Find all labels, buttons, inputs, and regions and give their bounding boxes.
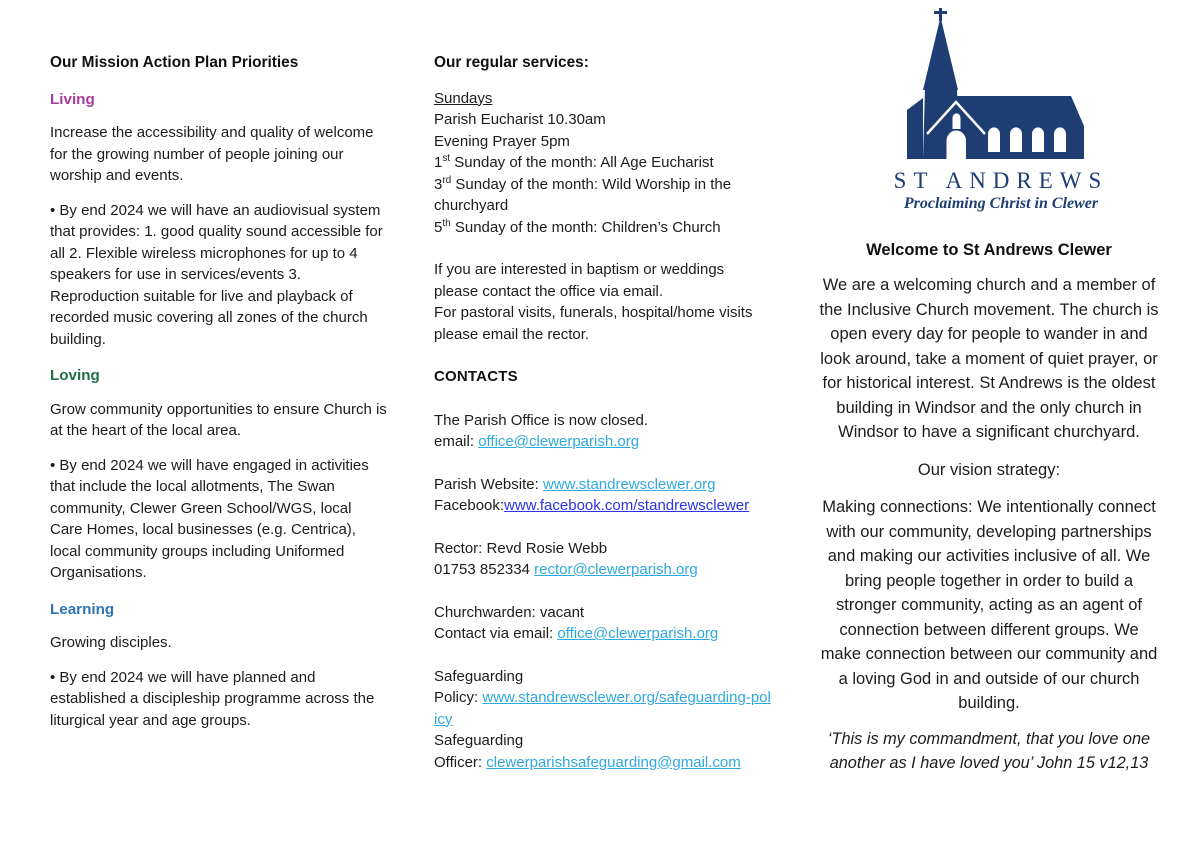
- vision-label: Our vision strategy:: [917, 460, 1061, 479]
- rector-contact-line: [434, 559, 772, 581]
- parish-website-link[interactable]: www.standrewsclewer.org: [542, 475, 716, 493]
- safeguarding-policy-word: Safeguarding: [434, 667, 524, 685]
- service-item: [434, 152, 772, 174]
- service-text: Sunday of the month: All Age Eucharist: [450, 154, 714, 171]
- office-email-link[interactable]: office@clewerparish.org: [478, 433, 640, 450]
- service-ordinal: 1: [434, 154, 443, 171]
- mission-title: Our Mission Action Plan Priorities: [50, 54, 299, 71]
- pastoral-info-line: For pastoral visits, funerals, hospital/home visits please email the rector.: [434, 304, 753, 343]
- contacts-title: CONTACTS: [434, 368, 518, 385]
- church-icon: [899, 8, 1103, 160]
- website-line: [434, 474, 772, 496]
- safeguarding-officer-line: [434, 752, 772, 774]
- vision-paragraph: Making connections: We intentionally connect with our community, developing partnerships and making our activities inclusive of all. We bring people together in order to build a stronger community, acting as an agent of connection between different groups. We make connection between our community and a loving God in and outside of our church building.: [820, 498, 1158, 712]
- baptism-info-line: If you are interested in baptism or weddings please contact the office via email.: [434, 261, 725, 300]
- service-item: [434, 131, 772, 153]
- service-text: Evening Prayer 5pm: [434, 132, 570, 150]
- learning-bullet-paragraph: • By end 2024 we will have planned and established a discipleship programme across the liturgical year and age groups.: [50, 668, 375, 729]
- office-status-line: The Parish Office is now closed.: [434, 411, 648, 429]
- safeguarding-officer-email-link[interactable]: clewerparishsafeguarding@gmail.com: [486, 753, 741, 771]
- safeguarding-policy-line: [434, 687, 772, 730]
- policy-label: Policy:: [434, 689, 483, 706]
- contact-via-email-link[interactable]: office@clewerparish.org: [557, 625, 719, 642]
- service-text: Sunday of the month: Children’s Church: [450, 218, 721, 236]
- services-column: [434, 52, 772, 773]
- churchwarden-line: Churchwarden: vacant: [434, 603, 585, 621]
- logo-tagline: Proclaiming Christ in Clewer: [903, 195, 1099, 212]
- welcome-column: [818, 8, 1160, 776]
- service-item: [434, 174, 772, 217]
- st-andrews-logo: [894, 8, 1109, 213]
- rector-name-line: Rector: Revd Rosie Webb: [434, 539, 608, 557]
- section-heading-loving: Loving: [50, 367, 100, 384]
- office-email-line: [434, 431, 772, 453]
- email-label: email:: [434, 433, 479, 450]
- facebook-line: [434, 495, 772, 517]
- learning-paragraph: Growing disciples.: [50, 634, 172, 651]
- services-title: Our regular services:: [434, 54, 589, 71]
- service-ordinal-suffix: rd: [442, 174, 452, 186]
- facebook-link[interactable]: www.facebook.com/standrewsclewer: [504, 497, 750, 514]
- logo-name: ST ANDREWS: [893, 168, 1109, 193]
- service-text: Parish Eucharist 10.30am: [434, 111, 606, 128]
- service-ordinal: 5: [434, 218, 443, 236]
- service-item: [434, 109, 772, 131]
- rector-email-link[interactable]: rector@clewerparish.org: [534, 561, 698, 578]
- officer-label: Officer:: [434, 753, 487, 771]
- loving-bullet-paragraph: • By end 2024 we will have engaged in activities that include the local allotments, The Swan community, Clewer Green School/WGS, local Care Homes, local businesses (e.g. Centrica), local community groups including Uniformed Organisations.: [50, 456, 369, 581]
- contact-via-label: Contact via email:: [434, 625, 558, 642]
- living-paragraph: Increase the accessibility and quality of welcome for the growing number of people joining our worship and events.: [50, 124, 374, 184]
- mission-column: [50, 52, 388, 744]
- safeguarding-policy-link[interactable]: www.standrewsclewer.org/safeguarding-policy: [434, 689, 771, 728]
- welcome-paragraph: We are a welcoming church and a member of the Inclusive Church movement. The church is open every day for people to wander in and look around, take a moment of quiet prayer, or for historical interest. St Andrews is the oldest building in Windsor and the only church in Windsor to have a significant churchyard.: [819, 276, 1159, 441]
- facebook-label: Facebook:: [434, 497, 505, 514]
- scripture-quote: ‘This is my commandment, that you love one another as I have loved you’ John 15 v12,13: [827, 729, 1151, 772]
- living-bullet-paragraph: • By end 2024 we will have an audiovisual system that provides: 1. good quality sound accessible for all 2. Flexible wireless microphones for up to 4 speakers for use in services/events 3. Reproduction suitable for live and playback of recorded music covering all zones of the church building.: [50, 201, 383, 348]
- section-heading-learning: Learning: [50, 600, 115, 618]
- safeguarding-officer-word: Safeguarding: [434, 732, 524, 749]
- section-heading-living: Living: [50, 90, 95, 108]
- service-text: Sunday of the month: Wild Worship in the churchyard: [434, 175, 732, 214]
- service-ordinal-suffix: th: [442, 217, 451, 229]
- welcome-title: Welcome to St Andrews Clewer: [866, 241, 1112, 259]
- contact-via-line: [434, 623, 772, 645]
- rector-phone: 01753 852334: [434, 561, 535, 578]
- service-ordinal-suffix: st: [442, 153, 451, 164]
- website-label: Parish Website:: [434, 475, 543, 493]
- service-item: [434, 217, 772, 239]
- service-ordinal: 3: [434, 175, 443, 193]
- loving-paragraph: Grow community opportunities to ensure Church is at the heart of the local area.: [50, 400, 387, 439]
- sundays-label: Sundays: [434, 89, 493, 107]
